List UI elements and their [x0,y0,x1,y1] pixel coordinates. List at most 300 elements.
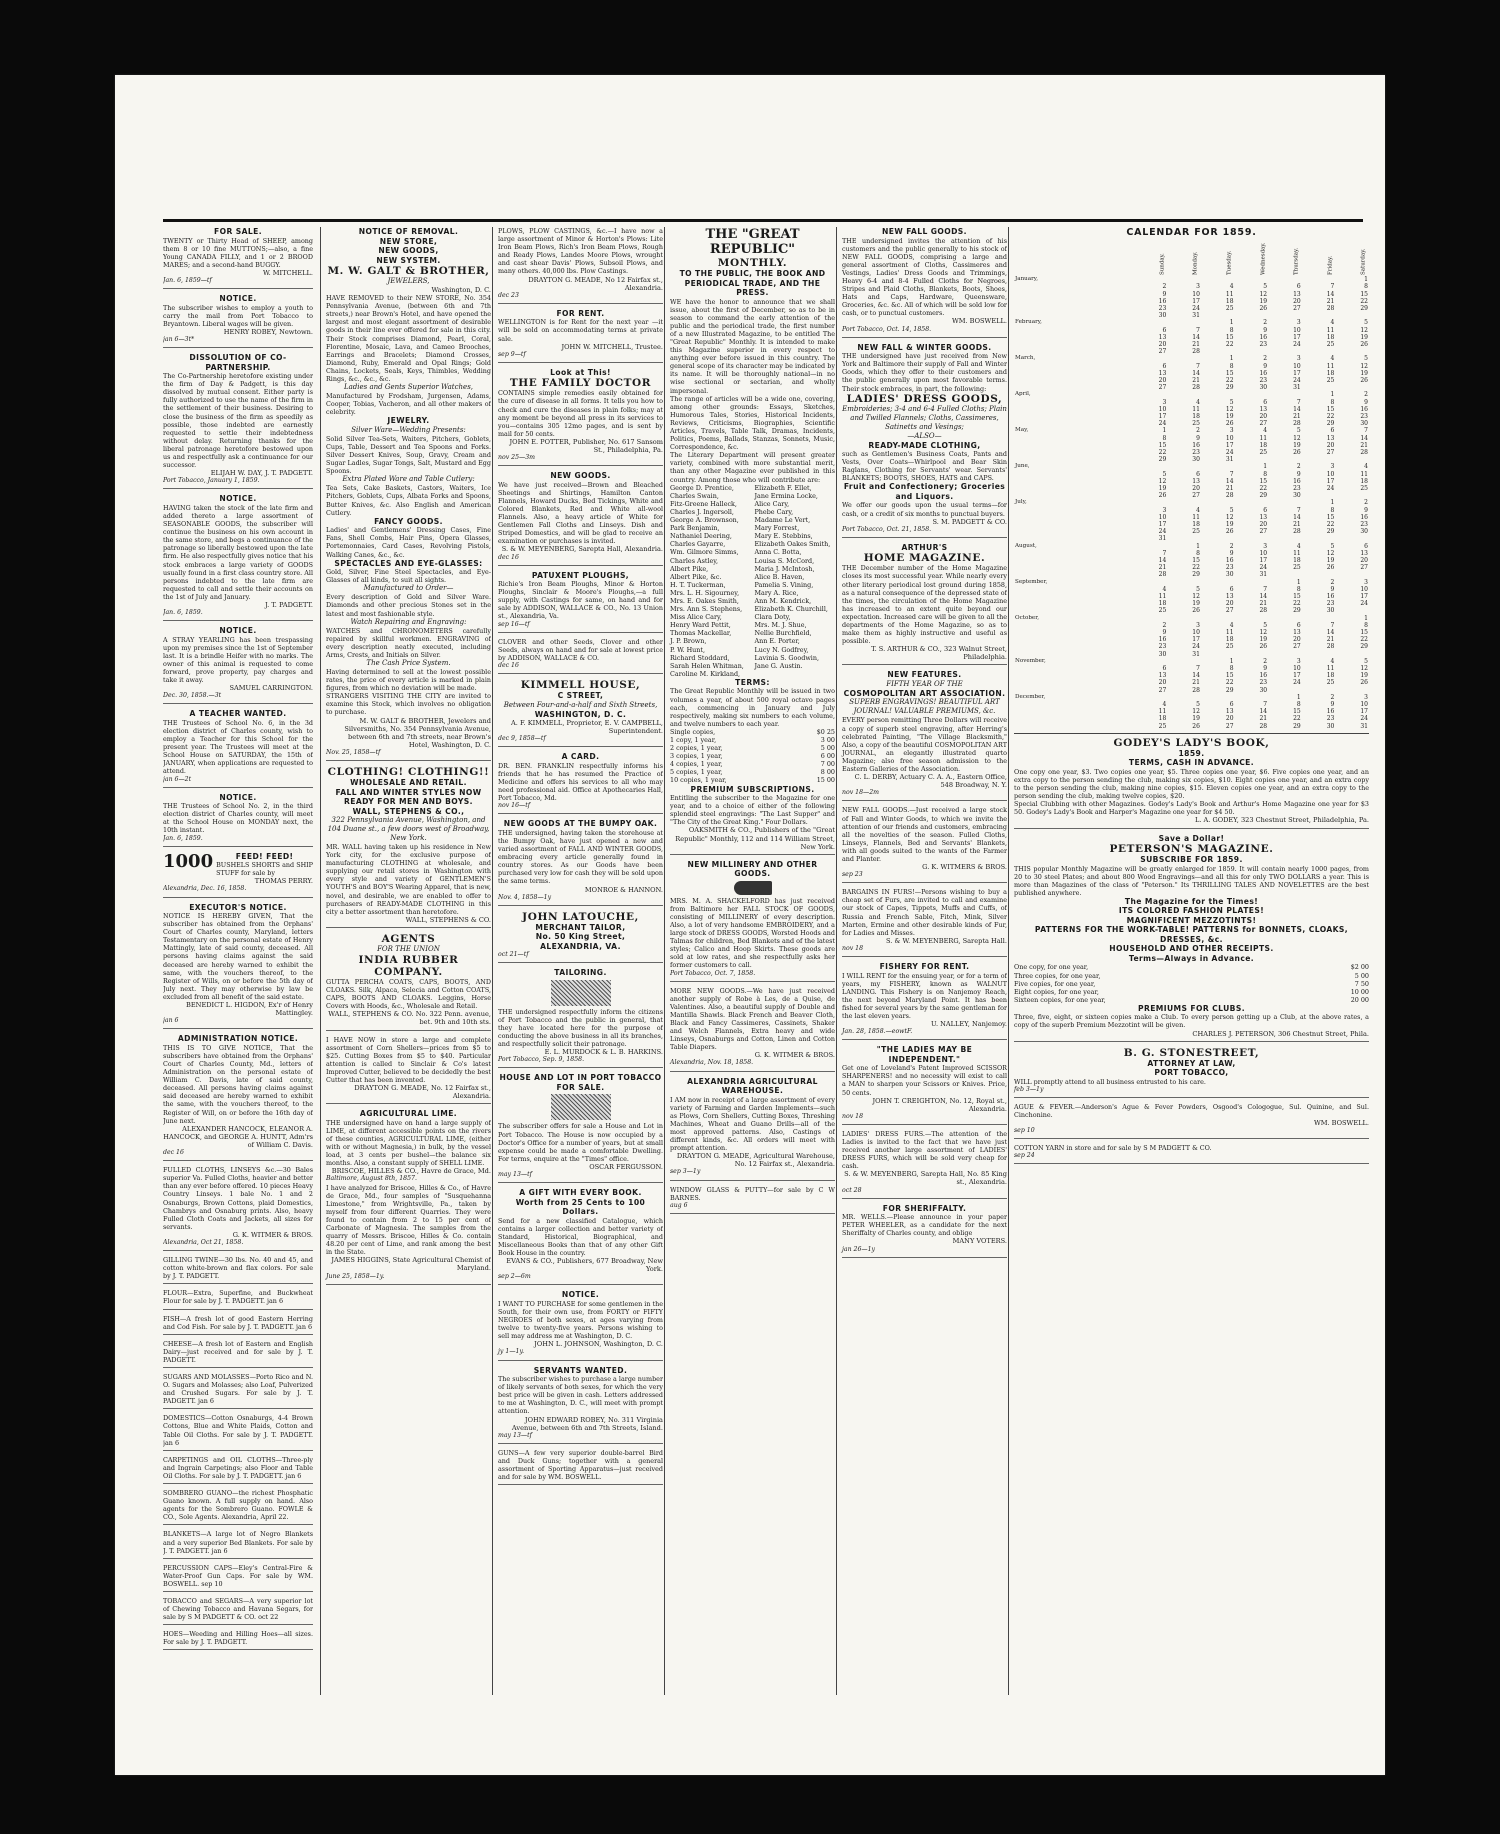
month-label [1014,370,1134,377]
kimmell-city: WASHINGTON, D. C. [534,709,627,719]
month-label [1014,622,1134,629]
calendar-week-row [1014,579,1369,586]
calendar-day: 26 [1360,340,1368,348]
ad-body: WINDOW GLASS & PUTTY—for sale by C W BARNES. [670,1185,835,1202]
calendar-day: 24 [1293,340,1301,348]
calendar-day: 5 [1330,542,1335,550]
calendar-table [1014,240,1369,730]
calendar-day: 5 [1364,319,1368,327]
calendar-day: 23 [1259,376,1268,384]
ad-body: Ladies' and Gentlemens' Dressing Cases, Fine Fans, Shell Combs, Hair Pins, Opera Glasses, Portemonnaies, Card Cases, Revolving Pistols, Walking Canes, &c., &c. [326,526,491,559]
ad-great-republic [670,227,835,855]
contributor-name: P. W. Hunt, [670,645,705,654]
contributor-name: George A. Brownson, [670,516,739,525]
calendar-day: 10 [1360,701,1368,709]
ad-body: I HAVE NOW in store a large and complete assortment of Corn Shellers—prices from $5 to $25. Cutting Boxes from $5 to $40. Particular attention is called to Sinclair & Co's latest Improved Cutter, believed to be decidedly the best Cutter that has been invented. [326,1035,491,1084]
ad-body: TWENTY or Thirty Head of SHEEP, among them 8 or 10 fine MUTTONS;—also, a fine Young CANADA FILLY, and 1 or 2 BROOD MARES; and a second-hand BUGGY. [163,236,313,269]
contributor-name: Pamelia S. Vining, [754,580,814,589]
calendar-week-row [1014,564,1369,571]
calendar-day: 11 [1158,593,1167,601]
calendar-day: 25 [1192,528,1200,536]
calendar-day: 30 [1259,686,1268,694]
calendar-day: 28 [1225,492,1234,500]
calendar-day [1167,499,1201,506]
ad-body: AGUE & FEVER.—Anderson's Ague & Fever Powders, Osgood's Cologogue, Sul. Quinine, and Sul. Cinchonine. [1014,1102,1369,1119]
ad-body: A STRAY YEARLING has been trespassing upon my premises since the 1st of September last. It is a brindle Heifer with no marks. The owner of this animal is requested to come forward, prove property, pay charges and take it away. [163,635,313,685]
ad-notice-mail [163,294,313,348]
calendar-day: 13 [1192,477,1200,485]
removal-line: NEW GOODS, [378,246,439,255]
calendar-day: 3 [1162,398,1167,406]
calendar-day: 22 [1225,376,1234,384]
contributor-name: Alice B. Haven, [754,572,805,581]
premiums-head: PREMIUMS FOR CLUBS. [1137,1003,1245,1013]
month-label [1014,456,1134,463]
calendar-day: 10 [1293,665,1301,673]
contributor-name: Mary Forrest, [754,524,800,533]
calendar-day: 3 [1196,621,1200,629]
ad-dress-furs [842,1130,1007,1199]
calendar-week-row [1014,615,1369,622]
ad-body: MR. WALL having taken up his residence in New York city, for the exclusive purpose of manufacturing CLOTHING at wholesale, and supplying our retail stores in Washington with every style and variety of GENTLEMEN'S YOUTH'S and BOY'S Wearing Apparel, that is new, novel, and desirable, we are enabled to offer to purchasers of READY-MADE CLOTHING in this city a better assortment than heretofore. [326,843,491,916]
contributor-name: Ann E. Porter, [754,637,800,646]
calendar-day: 7 [1263,585,1268,593]
save-head: Save a Dollar! [1158,833,1225,843]
ad-date: sep 23 [842,871,863,879]
terms-label: 4 copies, 1 year, [670,760,723,769]
header-rule [163,219,1363,222]
ad-body: DR. BEN. FRANKLIN respectfully informs his friends that he has resumed the Practice of Medicine and offers his services to all who may need professional aid. Office at Apothecaries Hall, Port Tobacco, Md. [498,761,663,803]
ad-date: Nov. 4, 1858—1y [498,893,552,901]
calendar-day: 15 [1360,290,1368,298]
ad-body: The subscriber wishes to employ a youth to carry the mail from Port Tobacco to Bryantown. Liberal wages will be given. [163,303,313,328]
calendar-week-row [1014,636,1369,643]
calendar-day: 30 [1360,420,1368,428]
calendar-day [1335,456,1369,463]
rubber-head: INDIA RUBBER COMPANY. [358,953,459,978]
ad-date: dec 16 [498,553,519,561]
calendar-day: 15 [1360,629,1368,637]
ad-body: THE undersigned have on hand a large supply of LIME, at different accessible points on the rivers of these counties, AGRICULTURAL LIME, (either with or without Magnesia,) in bulk, by the vessel load, at 3 cents per bushel—the balance six months. Also, a constant supply of SHELL LIME. [326,1118,491,1168]
calendar-day: 1 [1229,355,1234,363]
ad-executor-notice [163,903,313,1030]
calendar-day: 21 [1293,412,1301,420]
ad-signature: DRAYTON G. MEADE, No 12 Fairfax st., Alexandria. [528,275,663,292]
calendar-day: 26 [1360,376,1368,384]
calendar-day: 13 [1158,333,1167,341]
calendar-day: 6 [1229,585,1234,593]
column-1 [163,227,313,1695]
calendar-day: 6 [1162,362,1167,370]
month-label [1014,291,1134,298]
month-label [1014,507,1134,514]
calendar-day: 12 [1360,326,1368,334]
terms-label: 3 copies, 1 year, [670,752,723,761]
calendar-day: 10 [1360,585,1368,593]
calendar-day: 5 [1229,506,1234,514]
calendar-day [1335,312,1369,319]
calendar-day: 9 [1263,665,1268,673]
calendar-day: 7 [1263,701,1268,709]
calendar-day: 17 [1192,636,1200,644]
ad-body: PLOWS, PLOW CASTINGS, &c.—I have now a large assortment of Minor & Horton's Plows: Lite Iron Beam Plows, Rich's Iron Beam Plows, Rough and Ready Plows, Landes Moore Plows, wrought and cast shear Davis' Plows, Subsoil Plows, and many others. 40,000 lbs. Plow Castings. [498,227,663,276]
calendar-day [1268,276,1302,283]
latouche-addr: No. 50 King Street, [535,932,626,942]
calendar-day: 22 [1360,297,1368,305]
calendar-day: 27 [1360,564,1368,572]
calendar-day: 11 [1326,326,1335,334]
calendar-day: 28 [1326,643,1335,651]
calendar-day: 23 [1293,484,1301,492]
ad-heading: FOR SHERIFFALTY. [882,1203,967,1213]
feed-number: 1000 [163,850,214,872]
ad-body: We offer our goods upon the usual terms—for cash, or a credit of six months to punctual buyers. [842,501,1007,518]
calendar-day: 22 [1225,679,1234,687]
house-illustration [551,1094,611,1120]
ad-date: dec 23 [498,291,519,299]
calendar-day [1134,391,1168,398]
ad-body: Get one of Loveland's Patent Improved SCISSOR SHARPENERS! and no necessity will exist to call a MAN to sharpen your Scissors or Knives. Price, 50 cents. [842,1064,1007,1097]
calendar-day [1167,391,1201,398]
ad-signature: T. S. ARTHUR & CO., 323 Walnut Street, Philadelphia. [871,645,1007,662]
ad-signature: ALEXANDER HANCOCK, ELEANOR A. HANCOCK, and GEORGE A. HUNTT, Adm'rs of William C. Davis. [163,1124,313,1149]
calendar-day: 17 [1326,477,1335,485]
calendar-day: 25 [1225,643,1234,651]
terms-price: 20 00 [1350,995,1369,1004]
contributor-name: Elizabeth Oakes Smith, [754,540,831,549]
godey-head: GODEY'S LADY'S BOOK, [1113,736,1270,749]
ad-date: may 13—tf [498,1431,532,1439]
terms-row [1014,972,1369,980]
calendar-day: 14 [1293,513,1301,521]
calendar-day: 13 [1326,434,1335,442]
calendar-week-row [1014,442,1369,449]
contributor-name: Park Benjamin, [670,524,720,533]
calendar-day: 5 [1196,701,1200,709]
terms-label: Five copies, for one year, [1014,979,1096,988]
month-label: July, [1015,499,1027,506]
ad-body: WELLINGTON is for Rent for the next year —it will be sold on accommodating terms at private sale. [498,318,663,343]
calendar-week-row [1014,276,1369,283]
calendar-day: 13 [1225,708,1234,716]
calendar-day [1167,694,1201,701]
calendar-day: 12 [1225,405,1234,413]
receipts-head: HOUSEHOLD AND OTHER RECEIPTS. [1109,944,1274,954]
ad-body: The subscriber offers for sale a House and Lot in Port Tobacco. The House is now occupied by a Doctor's Office for a number of years, but at small expense could be made a comfortable Dwelling. For terms, enquire at the "Times" office. [498,1122,663,1163]
calendar-day: 16 [1225,557,1234,565]
calendar-day: 2 [1330,578,1335,586]
calendar-day: 15 [1158,441,1167,449]
calendar-day [1302,615,1336,622]
fruit-head: Fruit and Confectionery; Groceries and Liquors. [843,482,1006,501]
calendar-day: 27 [1225,607,1234,615]
calendar-day: 18 [1293,557,1301,565]
calendar-day: 22 [1326,412,1335,420]
calendar-day [1167,276,1201,283]
calendar-day [1335,687,1369,694]
calendar-day: 4 [1162,585,1167,593]
calendar-day: 2 [1296,463,1301,471]
galt-watches-head: Ladies and Gents Superior Watches, [343,383,474,392]
calendar-day [1134,615,1168,622]
month-label [1014,679,1134,686]
calendar-day: 6 [1263,506,1268,514]
small-ad: GILLING TWINE—30 lbs. No. 40 and 45, and cotton white-brown and flax colors. For sale by J. T. PADGETT. [163,1256,313,1284]
month-label [1014,514,1134,521]
calendar-day: 17 [1360,593,1368,601]
removal-line: NEW SYSTEM. [376,255,441,265]
calendar-day: 16 [1360,405,1368,413]
terms-label: Single copies, [670,727,716,736]
contributor-name: Anna C. Botta, [754,548,802,557]
calendar-day: 14 [1192,672,1200,680]
calendar-day [1134,276,1168,283]
ad-heading: NEW FALL GOODS. [882,227,967,236]
month-label: August, [1015,542,1037,549]
contributor-name: Jane Ermina Locke, [754,491,818,500]
calendar-day: 7 [1196,362,1200,370]
calendar-week-row [1014,528,1369,535]
calendar-day: 22 [1326,521,1335,528]
calendar-day [1235,694,1269,701]
calendar-day [1134,463,1168,470]
terms-table [670,728,835,785]
terms-label: Sixteen copies, for one year, [1014,995,1106,1004]
calendar-week-row [1014,327,1369,334]
calendar-day [1201,579,1235,586]
calendar-day: 5 [1263,621,1268,629]
calendar-day: 31 [1225,456,1234,464]
month-label [1014,557,1134,564]
calendar-day: 19 [1259,636,1268,644]
calendar-day [1201,651,1235,658]
calendar-day: 18 [1192,412,1200,420]
calendar-day: 12 [1259,290,1268,298]
calendar-day: 26 [1360,679,1368,687]
calendar-day: 28 [1293,528,1301,536]
calendar-day: 6 [1330,427,1335,435]
calendar-day: 5 [1296,427,1301,435]
calendar-day: 8 [1196,549,1200,557]
small-ad: FLOUR—Extra, Superfine, and Buckwheat Flour for sale by J. T. PADGETT. jan 6 [163,1289,313,1309]
contributor-name: Miss Alice Cary, [670,613,722,622]
calendar-day: 1 [1263,463,1268,471]
month-column-header [1014,240,1134,276]
ad-heading: NEW MILLINERY AND OTHER GOODS. [687,859,818,879]
ad-signature: S. & W. MEYENBERG, Sarepta Hall. [886,936,1007,945]
calendar-day [1201,312,1235,319]
column-2 [320,227,491,1695]
calendar-day: 21 [1360,441,1368,449]
calendar-day: 14 [1192,333,1200,341]
ad-sheriffalty [842,1204,1007,1258]
contributor-name: Lucy N. Godfrey, [754,645,809,654]
calendar-day [1134,694,1168,701]
calendar-day: 14 [1259,593,1268,601]
ad-signature: S. M. PADGETT & CO. [932,517,1007,526]
calendar-day: 30 [1158,650,1167,658]
calendar-week-row [1014,435,1369,442]
calendar-day: 4 [1229,283,1234,291]
ad-body: HAVING taken the stock of the late firm and added thereto a large assortment of SEASONABLE GOODS, the subscriber will continue the business on his own account in the same store, and begs a continuance of the patronage so liberally bestowed upon the late firm. He also respectfully gives notice that his stock embraces a large variety of GOODS usually found in a first class country store. All persons indebted to the late firm are requested to call and settle their accounts on the 1st of July and January. [163,503,313,601]
calendar-day: 24 [1360,715,1368,723]
contributor-name: Jane G. Austin. [754,661,803,670]
calendar-day: 13 [1293,629,1301,637]
calendar-day: 16 [1326,708,1335,716]
ad-body: I have analyzed for Briscoe, Hilles & Co., of Havre de Grace, Md., four samples of "Susquehanna Limestone," from Wrightsville, Pa., taken by myself from four different Quarries. They were found to contain from 2 to 15 per cent of Carbonate of Magnesia. The samples from the quarry of Messrs. Briscoe, Hilles & Co. contain 48.20 per cent of Lime, and rank among the best in the State. [326,1183,491,1257]
patterns-head: PATTERNS FOR THE WORK-TABLE! PATTERNS for BONNETS, CLOAKS, DRESSES, &c. [1034,925,1349,944]
calendar-day [1302,276,1336,283]
calendar-day [1201,615,1235,622]
terms-row [670,752,835,760]
calendar-day: 1 [1330,391,1335,399]
calendar-day: 9 [1162,629,1167,637]
ad-date: Port Tobacco, Oct. 14, 1858. [842,325,932,333]
ad-ladies-independent [842,1045,1007,1125]
ad-body: Entitling the subscriber to the Magazine for one year, and to a choice of either of the following splendid steel engravings: "The Last Supper" and "The City of the Great King." Four Dollars. [670,794,835,827]
calendar-day: 3 [1229,427,1234,435]
ad-kimmell-house [498,679,663,747]
calendar-day: 27 [1259,528,1268,536]
calendar-day: 14 [1259,708,1268,716]
month-label [1014,406,1134,413]
ad-guns: GUNS—A few very superior double-barrel Bird and Duck Guns; together with a general assortment of Sporting Apparatus—just received and for sale by WM. BOSWELL. [498,1449,663,1485]
small-ad: SOMBRERO GUANO—the richest Phosphatic Guano known. A full supply on hand. Also agents for the Sombrero Guano. FOWLE & CO., Sole Agents. Alexandria, April 22. [163,1489,313,1525]
calendar-day: 8 [1229,362,1234,370]
calendar-day: 19 [1158,484,1167,492]
ad-body: Send for a new classified Catalogue, which contains a larger collection and better variety of Standard, Historical, Biographical, and Miscellaneous Books than that of any other Gift Book House in the country. [498,1216,663,1257]
ad-warehouse [670,1077,835,1181]
calendar-day: 16 [1360,513,1368,521]
ad-date: nov 25—3m [498,454,536,462]
contributor-name: Sarah Helen Whitman, [670,661,744,670]
calendar-day: 10 [1293,362,1301,370]
ad-date: dec 9, 1858—tf [498,735,546,743]
calendar-day [1235,651,1269,658]
calendar-day: 12 [1360,362,1368,370]
clothing-head: CLOTHING! CLOTHING!! [327,766,490,778]
calendar-day: 17 [1225,441,1234,449]
contributor-name: Maria J. McIntosh, [754,564,815,573]
calendar-day: 3 [1196,283,1200,291]
weekday-header: Thursday. [1293,247,1300,276]
calendar-day: 28 [1192,384,1200,392]
ad-signature: HENRY ROBEY, Newtown. [223,327,313,336]
ad-body: Richie's Iron Beam Ploughs, Minor & Horton Ploughs, Sinclair & Moore's Ploughs,—a full supply, with Castings for same, on hand and for sale by ADDISON, WALLACE & CO., No. 13 Union st., Alexandria, Va. [498,580,663,621]
calendar-day: 11 [1360,470,1368,478]
calendar-day: 8 [1162,434,1167,442]
calendar-day: 20 [1259,412,1268,420]
ad-arthurs-magazine [842,543,1007,666]
calendar-day [1268,499,1302,506]
ad-date: Jan. 6, 1859. [163,609,203,617]
calendar-day: 26 [1259,643,1268,651]
calendar-day [1302,312,1336,319]
calendar-day: 9 [1364,398,1368,406]
calendar-week-row [1014,413,1369,420]
ad-agricultural-lime [326,1109,491,1284]
terms-price: 5 00 [820,744,835,753]
ad-for-rent [498,309,663,363]
month-label [1014,701,1134,708]
calendar-day: 10 [1326,470,1335,478]
calendar-day: 3 [1364,693,1368,701]
ad-body: I WANT TO PURCHASE for some gentlemen in the South, for their own use, from FORTY or FIFTY NEGROES of both sexes, at ages varying from twelve to twenty-five years. Persons wishing to sell may address me at Washington, D. C. [498,1299,663,1341]
ad-heading: ALEXANDRIA AGRICULTURAL WAREHOUSE. [687,1076,818,1096]
calendar-day: 13 [1360,549,1368,557]
kimmell-addr: Between Four-and-a-half and Sixth Streets, [503,700,658,709]
calendar-day [1302,384,1336,391]
ad-new-fall-goods [842,806,1007,883]
small-ad: FISH—A fresh lot of good Eastern Herring and Cod Fish. For sale by J. T. PADGETT. jan 6 [163,1315,313,1335]
calendar-day: 14 [1326,629,1335,637]
calendar-day: 1 [1229,319,1234,327]
calendar-day [1134,543,1168,550]
ad-heading: HOUSE AND LOT IN PORT TOBACCO FOR SALE. [499,1073,662,1092]
calendar-day: 12 [1293,434,1301,442]
calendar-day: 22 [1360,636,1368,644]
calendar-day: 25 [1158,722,1167,730]
calendar-day [1302,571,1336,578]
ad-body: THE December number of the Home Magazine closes its most successful year. While nearly every other literary periodical lost ground during 1858, as a natural consequence of the depressed state of the times, the circulation of the Home Magazine has increased to an extent quite beyond our expectation. Increased care will be given to all the departments of the Home Magazine, so as to make them as highly instructive and useful as possible. [842,564,1007,646]
calendar-day [1235,615,1269,622]
calendar-day: 19 [1225,412,1234,420]
small-ad: HOES—Weeding and Hilling Hoes—all sizes. For sale by J. T. PADGETT. [163,1630,313,1650]
ad-millinery [670,860,835,982]
calendar-day: 20 [1293,297,1301,305]
calendar-day: 29 [1293,722,1301,730]
calendar-day: 23 [1225,564,1234,572]
calendar-week-row [1014,535,1369,542]
calendar-day: 2 [1196,427,1200,435]
ad-body: Special Clubbing with other Magazines. Godey's Lady's Book and Arthur's Home Magazine one year for $3 50. Godey's Lady's Book and Harper's Magazine one year for $4 50. [1014,800,1369,817]
ad-body: The Great Republic Monthly will be issued in two volumes a year, of about 500 royal octavo pages each, commencing in January and July respectively, making six numbers to each volume, and twelve numbers to each year. [670,687,835,728]
calendar-day: 19 [1192,715,1200,723]
ad-heading: FISHERY FOR RENT. [879,962,970,971]
calendar-day: 11 [1158,708,1167,716]
watch-repair-head: Watch Repairing and Engraving: [350,617,467,626]
calendar-day: 14 [1225,477,1234,485]
jewelry-head: JEWELRY. [387,416,430,426]
month-label [1014,298,1134,305]
ad-body: THE undersigned, having taken the storehouse at the Bumpy Oak, have just opened a new and varied assortment of FALL AND WINTER GOODS, embracing every article generally found in country stores. As our Goods have been purchased very low for cash they will be sold upon the same terms. [498,828,663,886]
calendar-day: 8 [1229,326,1234,334]
ad-body: One copy one year, $3. Two copies one year, $5. Three copies one year, $6. Five copies one year, and an extra copy to the person sending the club, making six copies, $10. Eight copies one year, and an extra copy to the person sending the club, making nine copies, $15. Eleven copies one year, and an extra copy to the person sending the club, making twelve copies, $20. [1014,767,1369,801]
month-label: February, [1015,319,1042,326]
calendar-day [1335,492,1369,499]
calendar-day: 20 [1293,636,1301,644]
ad-date: sep 3—1y [670,1168,701,1176]
ad-ague-fever [1014,1103,1369,1139]
calendar-day: 1 [1364,276,1368,284]
calendar-day: 8 [1296,701,1301,709]
calendar-week-row [1014,507,1369,514]
terms-row [670,776,835,784]
calendar-day: 26 [1293,448,1301,456]
terms-table [1014,963,1369,1003]
calendar-day: 15 [1326,405,1335,413]
calendar-day [1335,384,1369,391]
ad-heading: PATUXENT PLOUGHS, [531,570,630,580]
calendar-week-row [1014,485,1369,492]
calendar-day: 24 [1192,643,1200,651]
calendar-day: 17 [1293,672,1301,680]
calendar-week-row [1014,363,1369,370]
calendar-day: 31 [1158,535,1167,543]
calendar-day: 14 [1326,290,1335,298]
month-label [1014,643,1134,650]
ad-clover [498,638,663,674]
